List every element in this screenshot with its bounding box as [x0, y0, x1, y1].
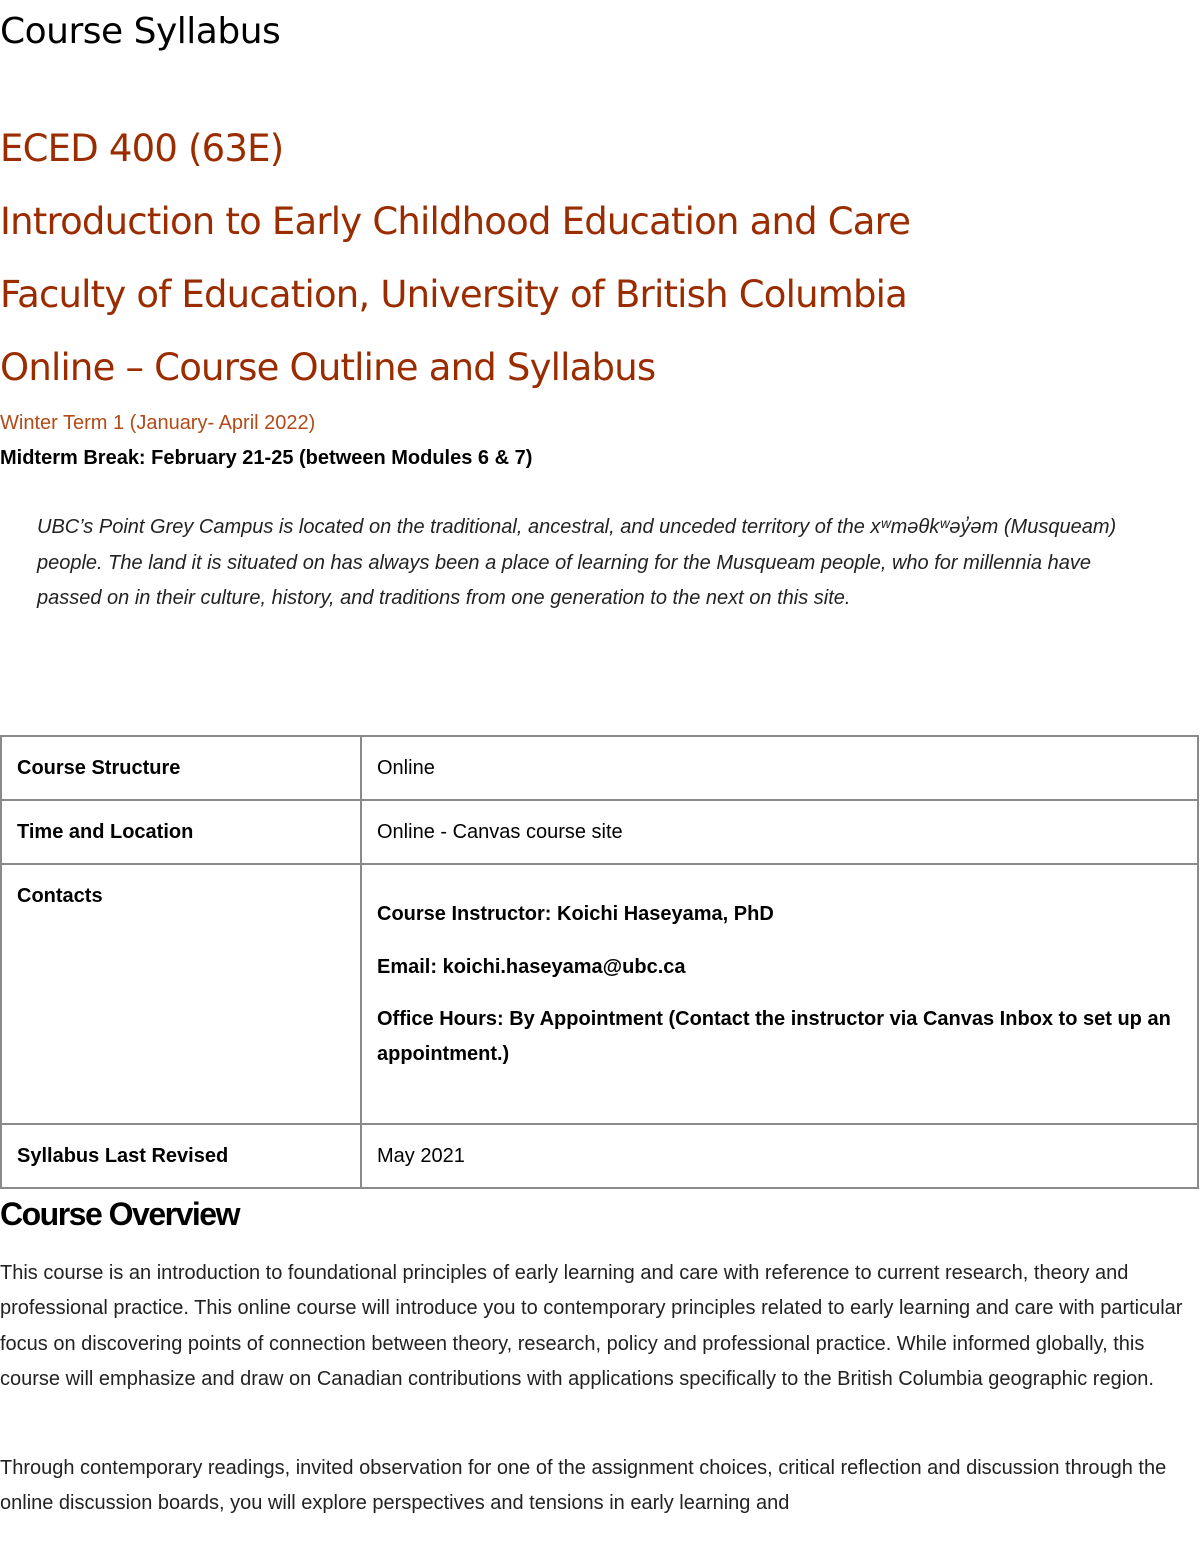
- table-row: [1, 864, 1198, 1124]
- course-code-heading: ECED 400 (63E): [0, 127, 284, 170]
- table-row: [1, 1124, 1198, 1188]
- row-value: May 2021: [361, 1124, 1198, 1188]
- table-row: [1, 736, 1198, 800]
- table-row: [1, 800, 1198, 864]
- row-value: Online: [361, 736, 1198, 800]
- course-headings: [0, 112, 910, 404]
- row-label: Time and Location: [1, 800, 361, 864]
- outline-heading: Online – Course Outline and Syllabus: [0, 346, 656, 389]
- course-info-table: [0, 735, 1199, 1189]
- course-name-heading: Introduction to Early Childhood Education and Care: [0, 200, 911, 243]
- row-label: Contacts: [1, 864, 361, 1124]
- term-text: Winter Term 1 (January- April 2022): [0, 412, 316, 434]
- instructor-text: Course Instructor: Koichi Haseyama, PhD: [377, 903, 774, 925]
- midterm-break-text: Midterm Break: February 21-25 (between Modules 6 & 7): [0, 447, 533, 469]
- course-overview-heading: Course Overview: [0, 1196, 239, 1232]
- email-text: Email: koichi.haseyama@ubc.ca: [377, 956, 686, 978]
- row-label: Syllabus Last Revised: [1, 1124, 361, 1188]
- land-acknowledgement: UBC’s Point Grey Campus is located on the traditional, ancestral, and unceded territory of the xʷməθkʷəy̓əm (Musqueam) people. The land it is situated on has always been a place of learning for the Musqueam people, who for millennia have passed on in their culture, history, and traditions from one generation to the next on this site.: [37, 516, 1117, 609]
- contacts-cell: [361, 864, 1198, 1124]
- overview-paragraph: This course is an introduction to foundational principles of early learning and care with reference to current research, theory and professional practice. This online course will introduce you to contemporary principles related to early learning and care with particular focus on discovering points of connection between theory, research, policy and professional practice. While informed globally, this course will emphasize and draw on Canadian contributions with applications specifically to the British Columbia geographic region.: [0, 1262, 1183, 1390]
- row-label: Course Structure: [1, 736, 361, 800]
- office-hours-text: Office Hours: By Appointment (Contact the instructor via Canvas Inbox to set up an appointment.): [377, 1008, 1171, 1065]
- faculty-heading: Faculty of Education, University of British Columbia: [0, 273, 908, 316]
- overview-paragraph: Through contemporary readings, invited observation for one of the assignment choices, critical reflection and discussion through the online discussion boards, you will explore perspectives and tensions in early learning and: [0, 1457, 1167, 1515]
- row-value: Online - Canvas course site: [361, 800, 1198, 864]
- page-title: Course Syllabus: [0, 11, 281, 52]
